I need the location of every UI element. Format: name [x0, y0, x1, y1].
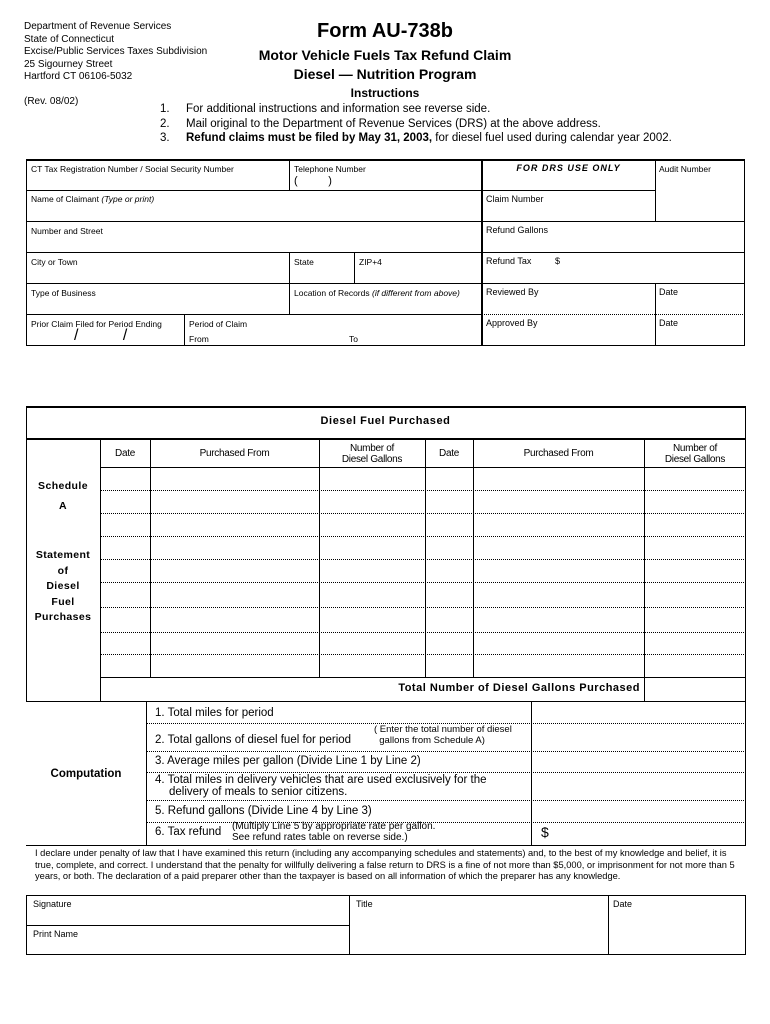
approved-by-field: Approved By: [486, 318, 538, 328]
phone-area-code: ( ): [294, 175, 332, 187]
statement-label: [26, 548, 100, 626]
col-header-date-2: Date: [439, 448, 459, 459]
audit-number-field: Audit Number: [659, 164, 711, 174]
business-type-field[interactable]: Type of Business: [31, 288, 96, 298]
agency-line: Hartford CT 06106-5032: [24, 71, 133, 82]
instruction-item: [160, 102, 672, 117]
period-from-field[interactable]: From: [189, 334, 209, 344]
total-gallons-field[interactable]: [644, 677, 746, 702]
col-header-purchased-from-2: Purchased From: [523, 448, 594, 459]
line-2-input[interactable]: [531, 723, 746, 751]
line-3-input[interactable]: [531, 751, 746, 772]
claimant-name-hint: (Type or print): [101, 194, 155, 204]
agency-address: [24, 21, 207, 84]
statement-word: Fuel: [51, 595, 75, 608]
tax-registration-field[interactable]: CT Tax Registration Number / Social Security Number: [31, 164, 234, 174]
period-to-field[interactable]: To: [349, 334, 358, 344]
instruction-number: 2.: [160, 117, 170, 130]
records-location-field[interactable]: [294, 288, 460, 298]
line-6-input[interactable]: [531, 822, 746, 846]
refund-tax-field: Refund Tax: [486, 256, 532, 266]
line-1-total-miles: 1. Total miles for period: [155, 707, 274, 719]
claimant-name-field[interactable]: [31, 194, 154, 204]
line-6-tax-refund: 6. Tax refund: [155, 826, 222, 838]
prior-claim-field[interactable]: Prior Claim Filed for Period Ending: [31, 319, 162, 329]
city-field[interactable]: City or Town: [31, 257, 78, 267]
agency-line: 25 Sigourney Street: [24, 58, 113, 70]
dollar-sign: $: [555, 256, 561, 266]
records-location-label: Location of Records: [294, 288, 370, 298]
line-3-avg-mpg: 3. Average miles per gallon (Divide Line 1 by Line 2): [155, 755, 421, 767]
reviewed-by-field: Reviewed By: [486, 287, 539, 297]
line-2-total-gallons: 2. Total gallons of diesel fuel for period: [155, 734, 352, 746]
line-1-input[interactable]: [531, 701, 746, 723]
line-4-delivery-miles: [155, 774, 487, 798]
schedule-a-label: [26, 476, 100, 516]
claim-number-field: Claim Number: [486, 194, 544, 204]
schedule-title: Diesel Fuel Purchased: [320, 415, 451, 427]
computation-label: Computation: [50, 768, 122, 780]
declaration-text: I declare under penalty of law that I have examined this return (including any accompanying schedules and statements) and, to the best of my knowledge and belief, it is true, complete, and correct. I understand that the penalty for willfully delivering a false return to DRS is a fine of not more than $5,000, or imprisonment for not more than 5 years, or both. The declaration of a paid preparer other than the taxpayer is based on all information of which the preparer has any knowledge.: [35, 848, 735, 881]
telephone-field[interactable]: Telephone Number: [294, 164, 366, 174]
form-subtitle: Motor Vehicle Fuels Tax Refund Claim: [258, 47, 512, 63]
instruction-number: 3.: [160, 132, 170, 144]
zip-field[interactable]: ZIP+4: [359, 257, 382, 267]
line-4-text-cont: delivery of meals to senior citizens.: [169, 786, 348, 798]
claimant-name-label: Name of Claimant: [31, 194, 100, 204]
line-2-note: ( Enter the total number of diesel gallons from Schedule A): [374, 724, 512, 746]
line-6-note: (Multiply Line 5 by appropriate rate per gallon. See refund rates table on reverse side.): [232, 821, 436, 843]
line-5-refund-gallons: 5. Refund gallons (Divide Line 4 by Line 3): [155, 805, 372, 817]
col-header-date-1: Date: [115, 448, 135, 459]
statement-word: Statement: [35, 549, 91, 561]
signature-date-field[interactable]: Date: [613, 899, 633, 909]
records-location-hint: (if different from above): [371, 288, 460, 298]
instruction-text: For additional instructions and information see reverse side.: [186, 103, 491, 115]
schedule-letter: A: [59, 500, 67, 512]
statement-word: Diesel: [46, 580, 80, 592]
period-of-claim-label: Period of Claim: [189, 319, 248, 329]
instructions-list: [160, 102, 672, 146]
instruction-text: for diesel fuel used during calendar year 2002.: [432, 132, 672, 144]
form-title: Form AU-738b: [317, 20, 453, 42]
agency-line: State of Connecticut: [24, 33, 115, 45]
title-field[interactable]: Title: [356, 899, 373, 909]
agency-line: Excise/Public Services Taxes Subdivision: [24, 46, 208, 57]
street-field[interactable]: Number and Street: [31, 226, 103, 236]
print-name-field[interactable]: Print Name: [33, 929, 79, 939]
schedule-word: Schedule: [38, 480, 88, 492]
instruction-text: Mail original to the Department of Revenue Services (DRS) at the above address.: [186, 117, 601, 130]
approved-date-field: Date: [659, 318, 679, 328]
instruction-item: [160, 117, 672, 132]
line-4-input[interactable]: [531, 772, 746, 800]
col-header-purchased-from-1: Purchased From: [199, 448, 270, 459]
reviewed-date-field: Date: [659, 287, 679, 297]
line-4-text: 4. Total miles in delivery vehicles that are used exclusively for the: [155, 774, 487, 786]
state-field[interactable]: State: [294, 257, 314, 267]
instruction-deadline: Refund claims must be filed by May 31, 2003,: [186, 132, 433, 144]
program-subtitle: Diesel — Nutrition Program: [293, 66, 477, 82]
date-slashes: / /: [74, 327, 128, 344]
instructions-heading: Instructions: [350, 86, 420, 100]
revision-date: (Rev. 08/02): [24, 96, 79, 107]
statement-word: Purchases: [34, 611, 92, 623]
refund-dollar-sign: $: [541, 824, 549, 840]
line-5-input[interactable]: [531, 800, 746, 822]
col-header-gallons-1: Number of Diesel Gallons: [341, 443, 403, 465]
total-gallons-label: Total Number of Diesel Gallons Purchased: [398, 682, 640, 694]
drs-use-heading: FOR DRS USE ONLY: [516, 163, 621, 173]
refund-gallons-field: Refund Gallons: [486, 225, 549, 235]
col-header-gallons-2: Number of Diesel Gallons: [664, 443, 726, 465]
instruction-item: [160, 131, 672, 146]
signature-field[interactable]: Signature: [33, 899, 72, 909]
instruction-number: 1.: [160, 103, 170, 115]
statement-word: of: [57, 564, 69, 577]
agency-line: Department of Revenue Services: [24, 21, 172, 32]
